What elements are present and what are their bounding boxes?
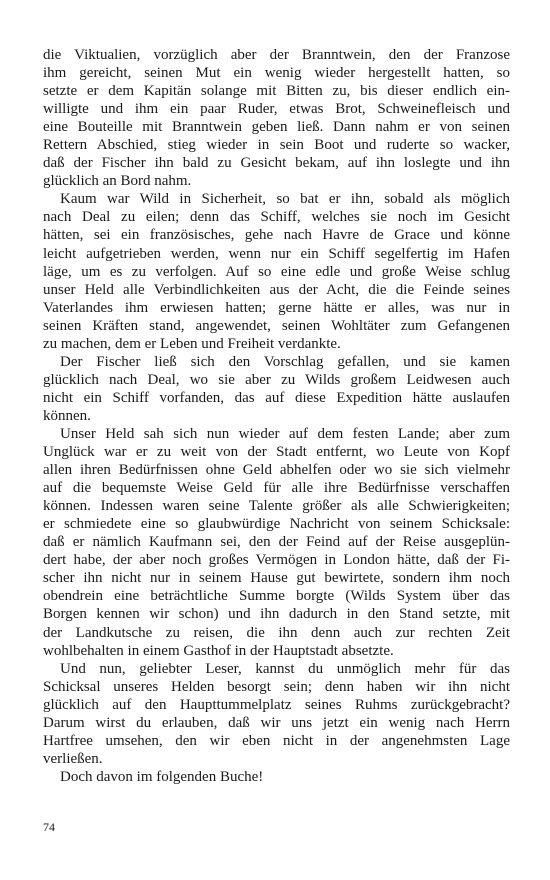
text-line: willigte und ihm ein paar Ruder, etwas Brot, Schweinefleisch und — [43, 101, 510, 118]
text-line: eine Bouteille mit Branntwein geben ließ. Dann nahm er von seinen — [43, 119, 510, 136]
text-line: Vaterlandes ihm erwiesen hatten; gerne hätte er alles, was nur in — [43, 299, 510, 316]
page-number: 74 — [43, 820, 55, 834]
paragraph — [43, 660, 510, 768]
text-line: leicht aufgetrieben werden, wenn nur ein Schiff segelfertig im Hafen — [43, 245, 510, 262]
text-line: nach Deal zu eilen; denn das Schiff, welches sie noch im Gesicht — [43, 209, 510, 226]
text-line: setzte er dem Kapitän solange mit Bitten zu, bis dieser endlich ein- — [43, 83, 510, 100]
text-line: Rettern Abschied, stieg wieder in sein Boot und ruderte so wacker, — [43, 137, 510, 154]
text-line: Unser Held sah sich nun wieder auf dem festen Lande; aber zum — [60, 425, 510, 442]
text-line: obendrein eine beträchtliche Summe borgte (Wilds System über das — [43, 588, 510, 605]
paragraph — [43, 425, 510, 660]
text-line: hätten, sei ein französisches, gehe nach Havre de Grace und könne — [43, 227, 510, 244]
body-text — [43, 46, 510, 786]
paragraph — [43, 353, 510, 425]
paragraph — [43, 768, 510, 786]
text-line: können. — [43, 407, 91, 424]
paragraph — [43, 190, 510, 352]
text-line: daß er nämlich Kaufmann sei, den der Feind auf der Reise ausgeplün- — [43, 534, 510, 551]
text-line: nicht ein Schiff vorfanden, das auf diese Expedition hätte auslaufen — [43, 389, 510, 406]
text-line: Unglück war er zu weit von der Stadt entfernt, wo Leute von Kopf — [43, 444, 510, 461]
text-line: Darum wirst du erlauben, daß wir uns jetzt ein wenig nach Herrn — [43, 714, 510, 731]
text-line: dert habe, der aber noch großes Vermögen in London hätte, daß der Fi- — [43, 552, 510, 569]
text-line: zu machen, dem er Leben und Freiheit verdankte. — [43, 335, 341, 352]
text-line: ihm gereicht, seinen Mut ein wenig wieder hergestellt hatten, so — [43, 65, 510, 82]
text-line: Und nun, geliebter Leser, kannst du unmöglich mehr für das — [60, 660, 510, 677]
text-line: verließen. — [43, 750, 103, 767]
text-line: glücklich an Bord nahm. — [43, 173, 192, 190]
text-line: daß der Fischer ihn bald zu Gesicht bekam, auf ihn loslegte und ihn — [43, 155, 510, 172]
text-line: scher ihn nicht nur in seinem Hause gut bewirtete, sondern ihm noch — [43, 570, 510, 587]
text-line: seinen Kräften stand, angewendet, seinen Wohltäter zum Gefangenen — [43, 317, 510, 334]
paragraph — [43, 46, 510, 190]
text-line: glücklich nach Deal, wo sie aber zu Wilds großem Leidwesen auch — [43, 371, 510, 388]
text-line: die Viktualien, vorzüglich aber der Branntwein, den der Franzose — [43, 47, 510, 63]
text-line: Kaum war Wild in Sicherheit, so bat er ihn, sobald als möglich — [60, 191, 510, 208]
text-line: auf die bequemste Weise Geld für alle ihre Bedürfnisse verschaffen — [43, 480, 510, 497]
text-line: unser Held alle Verbindlichkeiten aus der Acht, die die Feinde seines — [43, 281, 510, 298]
text-line: Hartfree umsehen, den wir eben nicht in der angenehmsten Lage — [43, 732, 510, 749]
text-line: der Landkutsche zu reisen, die ihn denn auch zur rechten Zeit — [43, 624, 510, 641]
text-line: Schicksal unseres Helden besorgt sein; denn haben wir ihn nicht — [43, 678, 510, 695]
text-line: er schmiedete eine so glaubwürdige Nachricht von seinem Schicksale: — [43, 516, 510, 533]
text-line: Borgen kennen wir schon) und ihn dadurch in den Stand setzte, mit — [43, 606, 510, 623]
text-line: Der Fischer ließ sich den Vorschlag gefallen, und sie kamen — [60, 353, 510, 370]
text-line: können. Indessen waren seine Talente größer als alle Schwierigkeiten; — [43, 498, 510, 515]
text-line: glücklich auf den Haupttummelplatz seines Ruhms zurückgebracht? — [43, 696, 510, 713]
text-line: Doch davon im folgenden Buche! — [60, 768, 264, 785]
text-line: allen ihren Bedürfnissen ohne Geld abhelfen oder wo sie sich vielmehr — [43, 462, 510, 479]
text-line: läge, um es zu verfolgen. Auf so eine edle und große Weise schlug — [43, 263, 510, 280]
text-line: wohlbehalten in einem Gasthof in der Hauptstadt absetzte. — [43, 642, 394, 659]
